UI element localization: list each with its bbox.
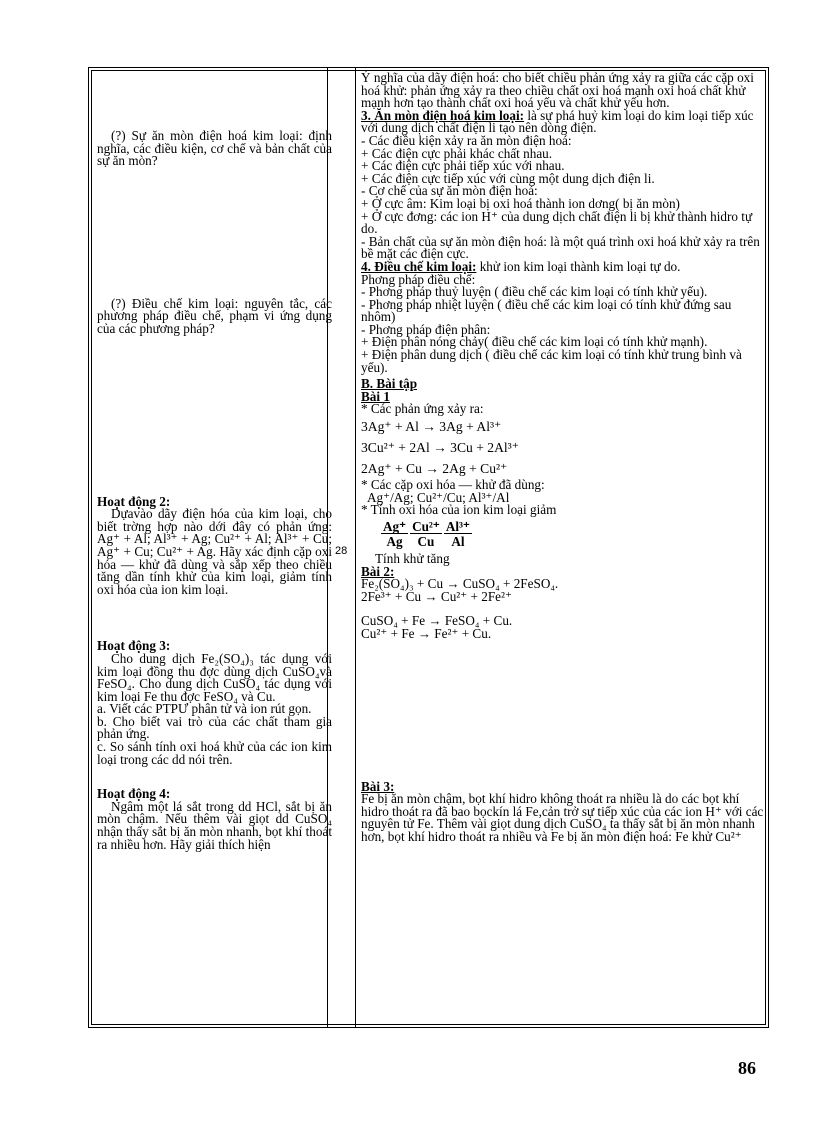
section-3-line-6: + Ở cực âm: Kim loại bị oxi hoá thành ion dơng( bị ăn mòn) — [361, 195, 680, 211]
section-3-line-1: - Các điều kiện xảy ra ăn mòn điện hoá: — [361, 132, 572, 148]
activity-3-item-c: c. So sánh tính oxi hoá khử của các ion kim loại trong các dd nói trên. — [97, 739, 332, 767]
exercise-2-eq-4: Cu²⁺ + Fe → Fe²⁺ + Cu. — [361, 625, 492, 641]
section-3-title: 3. Ăn mòn điện hoá kim loại: — [361, 107, 525, 123]
redox-pairs: Ag⁺/Ag; Cu²⁺/Cu; Al³⁺/Al — [367, 489, 510, 505]
equation-1: 3Ag⁺ + Al → 3Ag + Al³⁺ — [361, 419, 502, 435]
exercise-1-line-4: Tính khử tăng — [375, 551, 450, 566]
content-table — [88, 67, 769, 1028]
section-3-definition: là sự phá huỷ kim loại do kim loại tiếp xúc với dung dịch chất điện li tạo nên dòng điện. — [361, 107, 754, 136]
activity-2-body: Dựavào dãy điện hóa của kim loại, cho biết trờng hợp nào dới đây có phản ứng: Ag⁺ + Al; Al³⁺ + Ag; Cu²⁺ + Al; Al³⁺ + Cu; Ag⁺ + Cu; Cu²⁺ + Ag. Hãy xác định cặp oxi hóa — khử đã dùng và sắp xếp theo chiều tăng dần tính khử của kim loại, giảm tính oxi hóa của ion kim loại. — [97, 506, 332, 597]
exercise-3-body: Fe bị ăn mòn chậm, bọt khí hidro không thoát ra nhiều là do các bọt khí hidro thoát ra đã bao bọckín lá Fe,cản trở sự tiếp xúc của các ion H⁺ với các nguyên tử Fe. Thêm vài giọt dung dịch CuSO₄ ta thấy sắt bị ăn mòn nhanh hơn, bọt khí hidro thoát ra nhiều và Fe bị ăn mòn điện hoá: Fe khử Cu²⁺ — [361, 791, 764, 844]
page-number: 86 — [738, 1058, 756, 1078]
left-column — [97, 68, 332, 851]
fraction-cu: $\frac{\text{Cu²⁺}}{Cu}$ — [412, 518, 440, 550]
section-3-line-5: - Cơ chế của sự ăn mòn điện hoá: — [361, 183, 538, 199]
exercise-2-eq-1: Fe₂(SO₄)₃ + Cu → CuSO₄ + 2FeSO₄. — [361, 576, 559, 592]
exercises-title: B. Bài tập — [361, 376, 418, 392]
section-4-line-6: + Điện phân dung dịch ( điều chế các kim loại có tính khử trung bình và yếu). — [361, 347, 742, 375]
exercise-1-title: Bài 1 — [361, 388, 390, 404]
fraction-al: $\frac{\text{Al³⁺}}{Al}$ — [445, 518, 470, 550]
question-metal-preparation: (?) Điều chế kim loại: nguyên tắc, các phương pháp điều chế, phạm vi ứng dụng của các phương pháp? — [97, 295, 332, 336]
section-3-line-7: + Ở cực đơng: các ion H⁺ của dung dịch chất điện li bị khử thành hidro tự do. — [361, 208, 753, 237]
column-number: 28 — [335, 545, 348, 557]
exercise-2-eq-2: 2Fe³⁺ + Cu → Cu²⁺ + 2Fe²⁺ — [361, 588, 512, 604]
right-column — [361, 72, 764, 844]
fraction-ag: $\frac{Ag^+}{Ag}$ — [383, 518, 407, 550]
section-4-line-5: + Điện phân nóng chảy( điều chế các kim loại có tính khử mạnh). — [361, 334, 708, 350]
exercise-3-title: Bài 3: — [361, 778, 395, 794]
activity-3-title: Hoạt động 3: — [97, 638, 171, 654]
section-4-line-4: - Phơng pháp điện phân: — [361, 321, 491, 337]
exercise-2-eq-3: CuSO₄ + Fe → FeSO₄ + Cu. — [361, 613, 513, 629]
activity-2-title: Hoạt động 2: — [97, 493, 171, 509]
section-4-line-2: - Phơng pháp thuỷ luyện ( điều chế các kim loại có tính khử yếu). — [361, 284, 708, 300]
activity-4-title: Hoạt động 4: — [97, 786, 171, 802]
activity-4-body: Ngâm một lá sắt trong dd HCl, sắt bị ăn mòn chậm. Nếu thêm vài giọt dd CuSO₄ nhận thấy sắt bị ăn mòn nhanh, bọt khí thoát ra nhiều hơn. Hãy giải thích hiện — [97, 798, 332, 852]
section-3-line-2: + Các điện cực phải khác chất nhau. — [361, 145, 553, 161]
equation-3: 2Ag⁺ + Cu → 2Ag + Cu²⁺ — [361, 461, 508, 477]
section-4-line-3: - Phơng pháp nhiệt luyện ( điều chế các kim loại có tính khử đứng sau nhôm) — [361, 296, 732, 325]
section-4-definition: khử ion kim loại thành kim loại tự do. — [476, 258, 681, 274]
section-3-paragraph — [361, 107, 764, 136]
column-divider-right — [355, 68, 356, 1027]
section-3-line-3: + Các điện cực phải tiếp xúc với nhau. — [361, 158, 565, 174]
activity-3-item-b: b. Cho biết vai trò của các chất tham gia phản ứng. — [97, 713, 332, 742]
exercise-1-line-1: * Các phản ứng xảy ra: — [361, 401, 484, 417]
question-corrosion: (?) Sự ăn mòn điện hoá kim loại: định nghĩa, các điều kiện, cơ chế và bản chất của sự ăn mòn? — [97, 128, 332, 169]
redox-fraction-row — [381, 518, 764, 550]
section-4-line-1: Phơng pháp điều chế: — [361, 271, 476, 287]
activity-3-body: Cho dung dịch Fe₂(SO₄)₃ tác dụng với kim loại đồng thu đợc dùng dịch CuSO₄và FeSO₄. Cho dung dịch CuSO₄ tác dụng với kim loại Fe thu đợc FeSO₄ và Cu. — [97, 650, 332, 704]
exercise-1-line-3: * Tính oxi hóa của ion kim loại giảm — [361, 502, 557, 518]
section-3-line-8: - Bản chất của sự ăn mòn điện hoá: là một quá trình oxi hoá khử xảy ra trên bề mặt các điện cực. — [361, 233, 760, 262]
section-3-line-4: + Các điện cực tiếp xúc với cùng một dung dịch điện li. — [361, 170, 655, 186]
exercise-2-title: Bài 2: — [361, 563, 395, 579]
electrochemical-series-meaning: Ý nghĩa của dãy điện hoá: cho biết chiều phản ứng xảy ra giữa các cặp oxi hoá khử: phản ứng xảy ra theo chiều chất oxi hoá mạnh oxi hoá chất khử mạnh hơn tạo thành chất oxi hoá yếu và chất khử yếu hơn. — [361, 70, 754, 111]
activity-3-item-a: a. Viết các PTPƯ phân tử và ion rút gọn. — [97, 701, 312, 717]
exercise-1-line-2: * Các cặp oxi hóa — khử đã dùng: — [361, 477, 545, 493]
equation-2: 3Cu²⁺ + 2Al → 3Cu + 2Al³⁺ — [361, 440, 519, 456]
section-4-title: 4. Điều chế kim loại: — [361, 258, 477, 274]
